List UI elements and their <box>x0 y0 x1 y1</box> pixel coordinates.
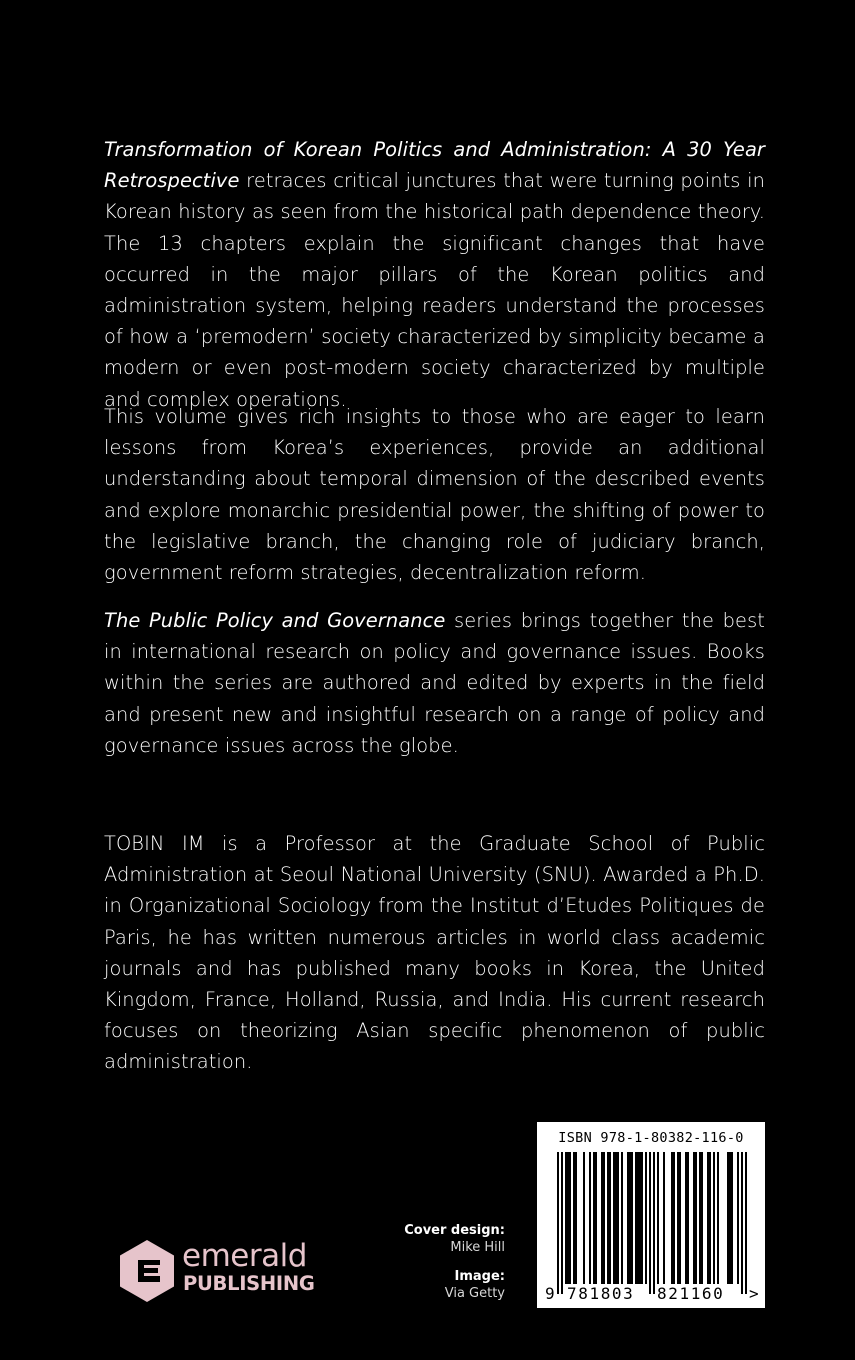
barcode-bars <box>537 1122 765 1308</box>
barcode-bar <box>589 1152 591 1284</box>
barcode-bar <box>745 1152 747 1294</box>
author-bio-text: is a Professor at the Graduate School of Public Administration at Seoul National University (SNU). Awarded a Ph.D. in Organizational Sociology from the Institut d’Etudes Politiques de Paris, he has written numerous articles in world class academic journals and has published many books in Korea, the United Kingdom, France, Holland, Russia, and India. His current research focuses on theorizing Asian specific phenomenon of public administration. <box>104 832 765 1074</box>
barcode-bar <box>567 1152 569 1284</box>
cover-design-label: Cover design: <box>404 1223 505 1238</box>
barcode-bar <box>677 1152 679 1284</box>
description-paragraph-2 <box>104 401 765 588</box>
image-credit-label: Image: <box>454 1269 505 1284</box>
series-text: series brings together the best in international research on policy and governance issues. Books within the series are authored and edited by experts in the field and present new and insightful research on a range of policy and governance issues across the globe. <box>104 609 765 757</box>
barcode-bar <box>713 1152 715 1284</box>
barcode-bar <box>613 1152 615 1284</box>
barcode-bar <box>601 1152 603 1284</box>
cover-credits <box>404 1222 505 1314</box>
barcode-bar <box>627 1152 629 1284</box>
barcode-bar <box>615 1152 617 1284</box>
barcode-bar <box>595 1152 597 1284</box>
barcode-bar <box>729 1152 731 1284</box>
cover-design-credit <box>404 1222 505 1256</box>
barcode-bar <box>603 1152 605 1284</box>
ean-digits <box>537 1284 765 1304</box>
barcode-bar <box>663 1152 665 1284</box>
ean-right-digits: 821160 <box>657 1284 725 1303</box>
barcode-bar <box>575 1152 577 1284</box>
barcode-bar <box>695 1152 697 1284</box>
barcode-bar <box>657 1152 659 1284</box>
book-title: Transformation of Korean Politics and Administration: A 30 Year Retrospective <box>104 138 765 193</box>
barcode-bar <box>617 1152 619 1284</box>
barcode-bar <box>679 1152 681 1284</box>
series-title: The Public Policy and Governance <box>104 609 446 632</box>
description-text-1: retraces critical junctures that were turning points in Korean history as seen from the historical path dependence theory. The 13 chapters explain the significant changes that have occurred in the major pillars of the Korean politics and administration system, helping readers understand the processes of how a ‘premodern’ society characterized by simplicity became a modern or even post-modern society characterized by multiple and complex operations. <box>104 169 765 411</box>
barcode-bar <box>741 1152 743 1294</box>
barcode-bar <box>631 1152 633 1284</box>
barcode-bar <box>609 1152 611 1284</box>
barcode-bar <box>671 1152 673 1284</box>
barcode-bar <box>607 1152 609 1284</box>
logo-wordmark: emerald <box>182 1238 307 1274</box>
author-bio <box>104 828 765 1078</box>
barcode-bar <box>699 1152 701 1284</box>
logo-subtitle: PUBLISHING <box>183 1272 315 1295</box>
barcode-bar <box>569 1152 571 1284</box>
isbn-label: ISBN 978-1-80382-116-0 <box>558 1130 744 1146</box>
barcode-bar <box>737 1152 739 1284</box>
barcode-bar <box>645 1152 647 1284</box>
description-paragraph-1 <box>104 134 765 415</box>
barcode-bar <box>707 1152 709 1284</box>
barcode-bar <box>687 1152 689 1284</box>
author-name: TOBIN IM <box>104 832 205 855</box>
barcode-bar <box>717 1152 719 1284</box>
ean-quiet-zone-marker: > <box>749 1284 759 1303</box>
barcode-bar <box>727 1152 729 1284</box>
image-credit <box>404 1268 505 1302</box>
barcode-bar <box>621 1152 623 1284</box>
barcode-bar <box>673 1152 675 1284</box>
ean-left-digits: 781803 <box>567 1284 635 1303</box>
barcode-bar <box>593 1152 595 1284</box>
barcode-bar <box>583 1152 585 1284</box>
barcode-bar <box>561 1152 563 1294</box>
barcode-bar <box>639 1152 641 1284</box>
barcode-bar <box>709 1152 711 1284</box>
isbn-barcode <box>537 1122 765 1308</box>
emerald-logo-icon <box>116 1238 178 1310</box>
series-paragraph <box>104 605 765 761</box>
barcode-bar <box>685 1152 687 1284</box>
barcode-bar <box>565 1152 567 1284</box>
emerald-publishing-logo <box>116 1238 326 1310</box>
cover-design-value: Mike Hill <box>450 1240 505 1255</box>
ean-first-digit: 9 <box>545 1284 555 1303</box>
barcode-bar <box>653 1152 655 1294</box>
description-text-2: This volume gives rich insights to those who are eager to learn lessons from Korea’s experiences, provide an additional understanding about temporal dimension of the described events and explore monarchic presidential power, the shifting of power to the legislative branch, the changing role of judiciary branch, government reform strategies, decentralization reform. <box>104 405 765 585</box>
barcode-bar <box>641 1152 643 1284</box>
barcode-bar <box>557 1152 559 1294</box>
barcode-bar <box>637 1152 639 1284</box>
barcode-bar <box>731 1152 733 1284</box>
barcode-bar <box>693 1152 695 1284</box>
image-credit-value: Via Getty <box>444 1286 505 1301</box>
barcode-bar <box>635 1152 637 1284</box>
barcode-bar <box>649 1152 651 1294</box>
barcode-bar <box>629 1152 631 1284</box>
barcode-bar <box>701 1152 703 1284</box>
barcode-bar <box>573 1152 575 1284</box>
